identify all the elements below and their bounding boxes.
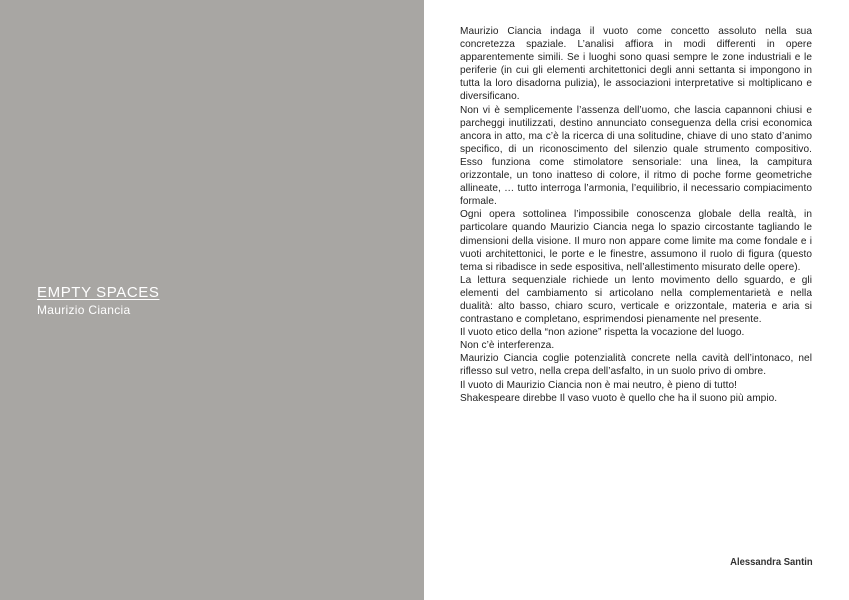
exhibition-title: EMPTY SPACES (37, 284, 160, 301)
essay-body (460, 25, 812, 405)
paragraph: Il vuoto di Maurizio Ciancia non è mai neutro, è pieno di tutto! (460, 379, 738, 391)
paragraph: Il vuoto etico della “non azione” rispetta la vocazione del luogo. (460, 327, 745, 339)
author-signature: Alessandra Santin (730, 556, 813, 568)
paragraph: Ogni opera sottolinea l’impossibile conoscenza globale della realtà, in particolare quando Maurizio Ciancia nega lo spazio circostante tagliando le dimensioni della visione. Il muro non appare come limite ma come fondale e i vuoti architettonici, le porte e le finestre, assumono il ruolo di figura (questo tema si ribadisce in sede espositiva, nell’allestimento misurato delle opere). (460, 209, 812, 273)
paragraph: Maurizio Ciancia coglie potenzialità concrete nella cavità dell’intonaco, nel riflesso sul vetro, nella crepa dell’asfalto, in un suolo privo di ombre. (460, 353, 812, 378)
paragraph: La lettura sequenziale richiede un lento movimento dello sguardo, e gli elementi del cambiamento si articolano nella complementarietà e nella dualità: alto basso, chiaro scuro, verticale e orizzontale, materia e aria si contrastano e completano, esprimendosi pienamente nel presente. (460, 274, 812, 326)
paragraph: Non c’è interferenza. (460, 340, 555, 352)
cover-panel (0, 0, 424, 600)
paragraph: Maurizio Ciancia indaga il vuoto come concetto assoluto nella sua concretezza spaziale. L’analisi affiora in modi differenti in opere apparentemente simili. Se i luoghi sono quasi sempre le zone industriali e le periferie (in cui gli elementi architettonici degli anni settanta si impongono in tutta la loro disadorna pulizia), le associazioni interpretative si moltiplicano e diversificano. (460, 26, 812, 103)
paragraph: Shakespeare direbbe Il vaso vuoto è quello che ha il suono più ampio. (460, 392, 778, 404)
paragraph: Non vi è semplicemente l’assenza dell’uomo, che lascia capannoni chiusi e parcheggi inutilizzati, destino annunciato conseguenza della crisi economica ancora in atto, ma c’è la ricerca di una solitudine, chiave di uno stato d’animo specifico, di un riconoscimento del silenzio quale strumento compositivo. Esso funziona come stimolatore sensoriale: una linea, la campitura orizzontale, un tono inatteso di colore, il ritmo di poche forme geometriche allineate, … tutto interroga l’armonia, l’equilibrio, il necessario compiacimento formale. (460, 104, 812, 208)
artist-name: Maurizio Ciancia (37, 303, 131, 317)
